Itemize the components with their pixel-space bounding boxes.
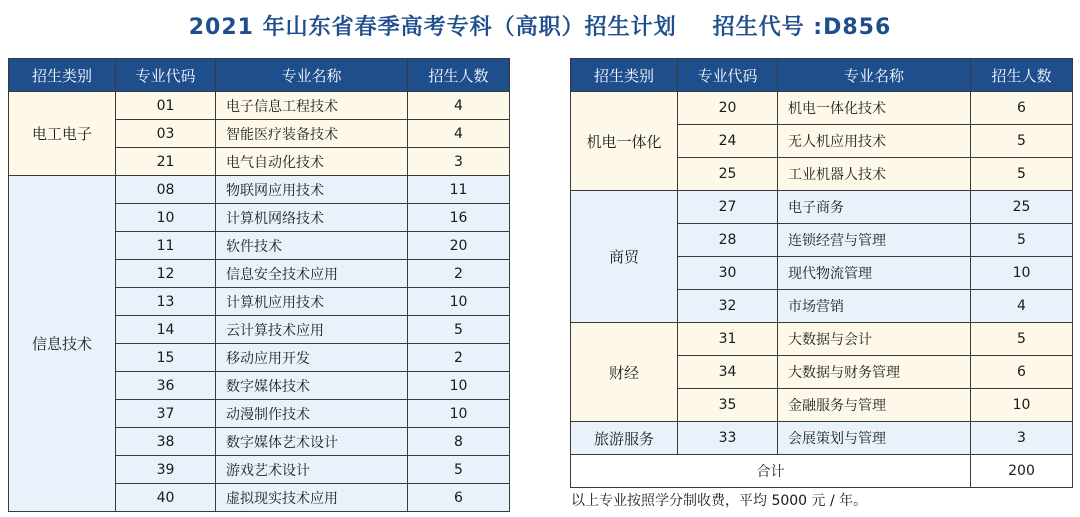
major-name-cell: 智能医疗装备技术 [216, 120, 408, 148]
total-label: 合计 [571, 455, 971, 488]
major-name-cell: 计算机网络技术 [216, 204, 408, 232]
major-code-cell: 01 [116, 92, 216, 120]
major-code-cell: 34 [678, 356, 778, 389]
enrollment-count-cell: 2 [408, 260, 510, 288]
table-header-row [9, 59, 510, 92]
major-name-cell: 电子信息工程技术 [216, 92, 408, 120]
enrollment-count-cell: 5 [971, 125, 1073, 158]
column-header: 专业代码 [116, 59, 216, 92]
major-code-cell: 38 [116, 428, 216, 456]
enrollment-count-cell: 16 [408, 204, 510, 232]
major-code-cell: 36 [116, 372, 216, 400]
category-cell: 机电一体化 [571, 92, 678, 191]
enrollment-count-cell: 5 [408, 316, 510, 344]
major-code-cell: 24 [678, 125, 778, 158]
enrollment-count-cell: 25 [971, 191, 1073, 224]
major-name-cell: 工业机器人技术 [778, 158, 971, 191]
major-name-cell: 连锁经营与管理 [778, 224, 971, 257]
major-name-cell: 会展策划与管理 [778, 422, 971, 455]
major-code-cell: 31 [678, 323, 778, 356]
major-name-cell: 云计算技术应用 [216, 316, 408, 344]
enrollment-count-cell: 5 [971, 224, 1073, 257]
enrollment-count-cell: 10 [408, 288, 510, 316]
column-header: 招生人数 [408, 59, 510, 92]
left-enrollment-table [8, 58, 510, 512]
table-row [571, 323, 1073, 356]
plan-title: 2021 年山东省春季高考专科（高职）招生计划 [188, 15, 677, 40]
table-row [571, 92, 1073, 125]
enrollment-count-cell: 4 [971, 290, 1073, 323]
major-name-cell: 移动应用开发 [216, 344, 408, 372]
major-name-cell: 虚拟现实技术应用 [216, 484, 408, 512]
total-value: 200 [971, 455, 1073, 488]
major-code-cell: 14 [116, 316, 216, 344]
enrollment-count-cell: 10 [408, 400, 510, 428]
column-header: 专业名称 [216, 59, 408, 92]
major-code-cell: 33 [678, 422, 778, 455]
enrollment-count-cell: 11 [408, 176, 510, 204]
major-code-cell: 08 [116, 176, 216, 204]
major-name-cell: 数字媒体技术 [216, 372, 408, 400]
table-row [9, 176, 510, 204]
enrollment-count-cell: 5 [971, 158, 1073, 191]
enrollment-count-cell: 6 [971, 356, 1073, 389]
category-cell: 财经 [571, 323, 678, 422]
column-header: 招生类别 [571, 59, 678, 92]
major-name-cell: 市场营销 [778, 290, 971, 323]
page-title [0, 10, 1080, 41]
major-name-cell: 计算机应用技术 [216, 288, 408, 316]
enrollment-count-cell: 2 [408, 344, 510, 372]
major-name-cell: 软件技术 [216, 232, 408, 260]
major-name-cell: 大数据与财务管理 [778, 356, 971, 389]
major-name-cell: 现代物流管理 [778, 257, 971, 290]
major-name-cell: 金融服务与管理 [778, 389, 971, 422]
major-name-cell: 电气自动化技术 [216, 148, 408, 176]
table-row [571, 191, 1073, 224]
major-code-cell: 10 [116, 204, 216, 232]
major-name-cell: 动漫制作技术 [216, 400, 408, 428]
category-cell: 信息技术 [9, 176, 116, 512]
major-code-cell: 37 [116, 400, 216, 428]
enrollment-count-cell: 4 [408, 120, 510, 148]
enrollment-count-cell: 8 [408, 428, 510, 456]
enrollment-count-cell: 20 [408, 232, 510, 260]
major-name-cell: 电子商务 [778, 191, 971, 224]
category-cell: 旅游服务 [571, 422, 678, 455]
enrollment-count-cell: 6 [971, 92, 1073, 125]
enrollment-count-cell: 5 [971, 323, 1073, 356]
major-code-cell: 13 [116, 288, 216, 316]
enrollment-count-cell: 5 [408, 456, 510, 484]
column-header: 招生类别 [9, 59, 116, 92]
major-code-cell: 25 [678, 158, 778, 191]
major-code-cell: 12 [116, 260, 216, 288]
table-header-row [571, 59, 1073, 92]
major-code-cell: 28 [678, 224, 778, 257]
major-name-cell: 机电一体化技术 [778, 92, 971, 125]
major-code-cell: 30 [678, 257, 778, 290]
category-cell: 商贸 [571, 191, 678, 323]
major-code-cell: 15 [116, 344, 216, 372]
major-code-cell: 20 [678, 92, 778, 125]
enrollment-count-cell: 10 [971, 257, 1073, 290]
major-code-cell: 21 [116, 148, 216, 176]
major-code-cell: 32 [678, 290, 778, 323]
major-name-cell: 数字媒体艺术设计 [216, 428, 408, 456]
table-row [571, 422, 1073, 455]
fee-note: 以上专业按照学分制收费，平均 5000 元 / 年。 [571, 493, 868, 509]
major-code-cell: 11 [116, 232, 216, 260]
enrollment-count-cell: 3 [408, 148, 510, 176]
column-header: 专业名称 [778, 59, 971, 92]
major-name-cell: 物联网应用技术 [216, 176, 408, 204]
category-cell: 电工电子 [9, 92, 116, 176]
enrollment-count-cell: 4 [408, 92, 510, 120]
major-name-cell: 游戏艺术设计 [216, 456, 408, 484]
total-row [571, 455, 1073, 488]
enrollment-count-cell: 10 [408, 372, 510, 400]
major-name-cell: 无人机应用技术 [778, 125, 971, 158]
major-name-cell: 信息安全技术应用 [216, 260, 408, 288]
enrollment-code: 招生代号 :D856 [712, 15, 892, 40]
table-row [9, 92, 510, 120]
major-code-cell: 27 [678, 191, 778, 224]
enrollment-count-cell: 3 [971, 422, 1073, 455]
major-code-cell: 03 [116, 120, 216, 148]
enrollment-count-cell: 10 [971, 389, 1073, 422]
major-code-cell: 39 [116, 456, 216, 484]
column-header: 专业代码 [678, 59, 778, 92]
enrollment-count-cell: 6 [408, 484, 510, 512]
right-enrollment-table [570, 58, 1073, 488]
major-name-cell: 大数据与会计 [778, 323, 971, 356]
column-header: 招生人数 [971, 59, 1073, 92]
major-code-cell: 35 [678, 389, 778, 422]
major-code-cell: 40 [116, 484, 216, 512]
